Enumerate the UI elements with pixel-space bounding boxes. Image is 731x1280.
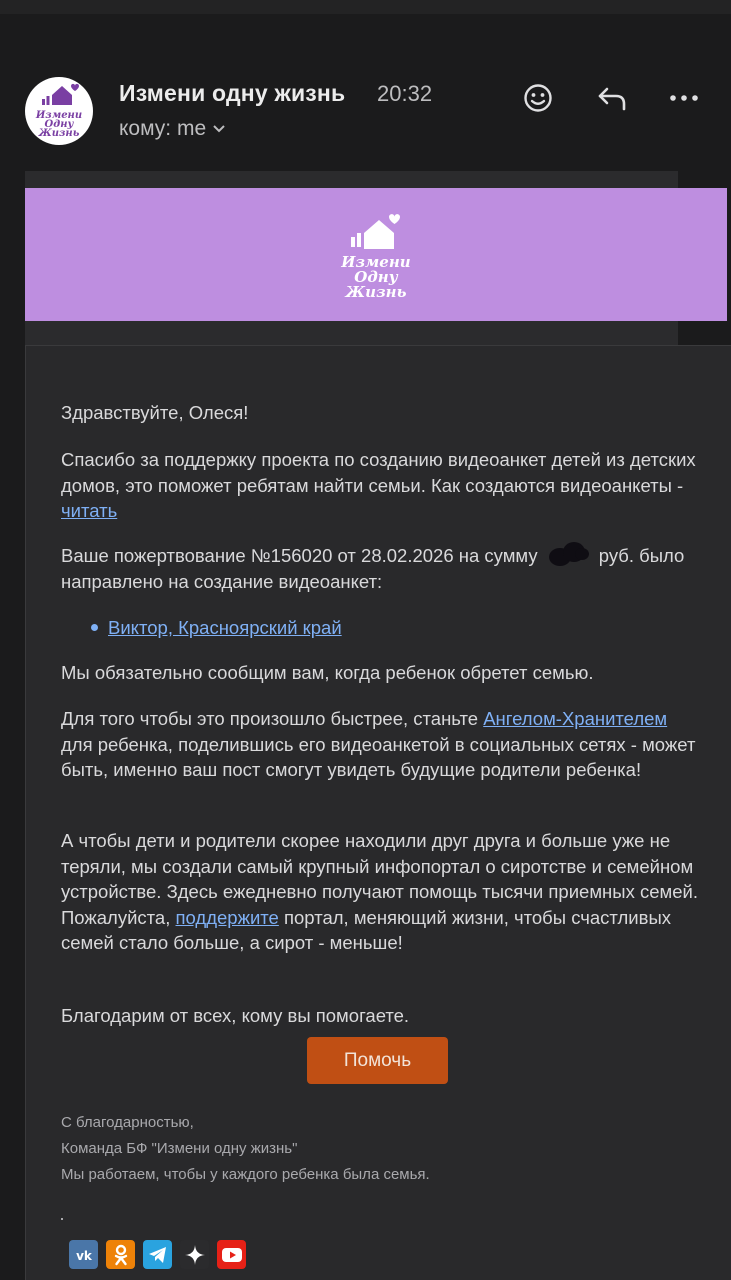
redacted-amount <box>545 544 597 566</box>
donation-text-end: руб. было направлено на создание видеоанкет: <box>61 545 685 592</box>
more-options-button[interactable] <box>664 78 704 118</box>
support-link[interactable]: поддержите <box>175 906 279 928</box>
vk-link[interactable] <box>69 1240 98 1269</box>
list-bullet <box>91 624 98 631</box>
odnoklassniki-link[interactable] <box>106 1240 135 1269</box>
divider-dot <box>61 1218 63 1220</box>
greeting: Здравствуйте, Олеся! <box>61 402 249 423</box>
signature-line: Команда БФ "Измени одну жизнь" <box>61 1140 298 1157</box>
status-bar <box>0 0 731 14</box>
guardian-angel-link[interactable]: Ангелом-Хранителем <box>483 708 668 729</box>
help-button[interactable]: Помочь <box>307 1037 448 1084</box>
donation-text: Ваше пожертвование №156020 от 28.02.2026 на сумму <box>61 545 543 566</box>
logo-line-3: Жизнь <box>345 283 407 301</box>
svg-text:vk: vk <box>75 1248 92 1262</box>
reply-icon <box>596 84 628 112</box>
child-profile-link[interactable]: Виктор, Красноярский край <box>108 617 342 638</box>
logo-line-1: Измени <box>341 253 411 271</box>
portal-text-end: портал, меняющий жизни, чтобы счастливых семей стало больше, а сирот - меньше! <box>61 906 671 953</box>
signature-line: С благодарностью, <box>61 1114 194 1131</box>
child-list <box>91 615 342 641</box>
thanks-text: Спасибо за поддержку проекта по созданию видеоанкет детей из детских домов, это поможет ребятам найти семьи. Как создаются видеоанкеты - <box>61 449 696 496</box>
angel-paragraph <box>61 706 701 783</box>
svg-text:Одну: Одну <box>44 119 74 130</box>
vk-icon <box>73 1248 95 1262</box>
signature <box>61 1110 430 1188</box>
portal-text: А чтобы дети и родители скорее находили друг друга и больше уже не теряли, мы создали самый крупный инфопортал о сиротстве и семейном устройстве. Здесь ежедневно получают помощь тысячи приемных семей. Пожалуйста, <box>61 830 698 928</box>
logo-line-2: Одну <box>354 268 398 286</box>
youtube-icon <box>221 1247 243 1263</box>
house-heart-logo-icon <box>25 77 93 145</box>
message-time: 20:32 <box>377 81 433 106</box>
sender-avatar[interactable] <box>25 77 93 145</box>
angel-text-end: для ребенка, поделившись его видеоанкетой в социальных сетях - может быть, именно ваш пост смогут увидеть будущие родители ребенка! <box>61 733 696 780</box>
signature-line: Мы работаем, чтобы у каждого ребенка была семья. <box>61 1166 430 1183</box>
svg-text:Жизнь: Жизнь <box>38 128 80 139</box>
smiley-icon <box>523 83 553 113</box>
portal-paragraph <box>61 828 701 956</box>
social-links <box>69 1240 246 1269</box>
telegram-icon <box>148 1246 168 1264</box>
recipient-label: кому: me <box>119 117 207 140</box>
thanks-paragraph <box>61 447 701 524</box>
read-link[interactable]: читать <box>61 500 118 521</box>
svg-text:Измени: Измени <box>35 110 83 121</box>
inform-paragraph: Мы обязательно сообщим вам, когда ребенок обретет семью. <box>61 662 594 683</box>
reply-button[interactable] <box>592 78 632 118</box>
telegram-link[interactable] <box>143 1240 172 1269</box>
youtube-link[interactable] <box>217 1240 246 1269</box>
thank-all-paragraph: Благодарим от всех, кому вы помогаете. <box>61 1005 410 1026</box>
chevron-down-icon <box>212 124 226 134</box>
recipient-toggle[interactable] <box>119 117 226 141</box>
dzen-icon <box>184 1244 206 1266</box>
foundation-logo <box>322 205 422 305</box>
angel-text: Для того чтобы это произошло быстрее, станьте <box>61 708 484 729</box>
sender-name[interactable]: Измени одну жизнь <box>119 80 346 106</box>
donation-paragraph <box>61 543 701 594</box>
emoji-react-button[interactable] <box>518 78 558 118</box>
dzen-link[interactable] <box>180 1240 209 1269</box>
more-dots-icon <box>669 93 699 103</box>
odnoklassniki-icon <box>113 1244 129 1266</box>
